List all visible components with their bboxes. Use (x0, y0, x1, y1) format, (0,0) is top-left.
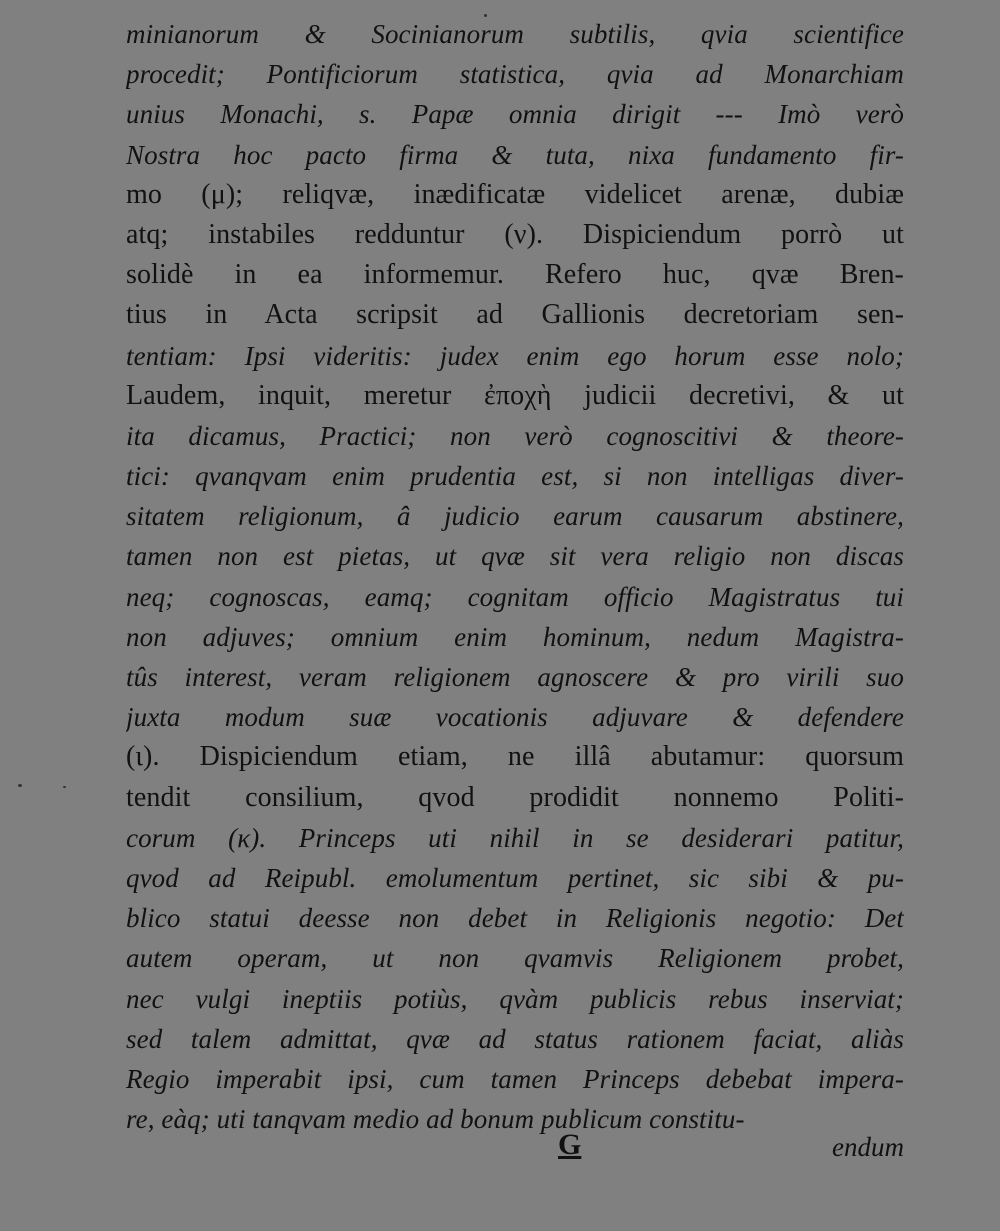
text-line-20: tendit consilium, qvod prodidit nonnemo Politi- (126, 781, 904, 813)
text-line-8: tius in Acta scripsit ad Gallionis decretoriam sen- (126, 299, 904, 331)
text-line-28: re, eàq; uti tanqvam medio ad bonum publicum constitu- (126, 1104, 745, 1135)
text-line-27: Regio imperabit ipsi, cum tamen Princeps debebat impera- (126, 1063, 904, 1094)
catchword: endum (832, 1132, 904, 1162)
text-line-25: nec vulgi ineptiis potiùs, qvàm publicis rebus inserviat; (126, 983, 904, 1014)
page-footer (126, 1128, 904, 1172)
text-line-26: sed talem admittat, qvæ ad status rationem faciat, aliàs (126, 1023, 904, 1054)
text-line-9: tentiam: Ipsi videritis: judex enim ego horum esse nolo; (126, 340, 904, 371)
text-line-18: juxta modum suæ vocationis adjuvare & defendere (126, 702, 904, 733)
text-line-14: tamen non est pietas, ut qvæ sit vera religio non discas (126, 541, 904, 572)
text-line-24: autem operam, ut non qvamvis Religionem probet, (126, 943, 904, 974)
text-line-19: (ι). Dispiciendum etiam, ne illâ abutamur: quorsum (126, 741, 904, 773)
text-line-21: corum (κ). Princeps uti nihil in se desiderari patitur, (126, 822, 904, 853)
text-line-2: procedit; Pontificiorum statistica, qvia ad Monarchiam (126, 59, 904, 90)
text-line-23: blico statui deesse non debet in Religionis negotio: Det (126, 903, 904, 934)
text-line-22: qvod ad Reipubl. emolumentum pertinet, sic sibi & pu- (126, 862, 904, 893)
text-line-15: neq; cognoscas, eamq; cognitam officio Magistratus tui (126, 581, 904, 612)
text-line-5: mo (μ); reliqvæ, inædificatæ videlicet arenæ, dubiæ (126, 178, 904, 210)
print-speck (18, 784, 22, 787)
text-line-7: solidè in ea informemur. Refero huc, qvæ Bren- (126, 259, 904, 291)
body-text (126, 14, 904, 1139)
print-speck (484, 14, 487, 17)
print-speck (63, 786, 66, 788)
text-line-6: atq; instabiles redduntur (ν). Dispiciendum porrò ut (126, 218, 904, 250)
text-line-10: Laudem, inquit, meretur ἐποχὴ judicii decretivi, & ut (126, 379, 904, 411)
text-line-1: minianorum & Socinianorum subtilis, qvia scientifice (126, 19, 904, 49)
text-line-17: tûs interest, veram religionem agnoscere & pro virili suo (126, 662, 904, 692)
text-line-13: sitatem religionum, â judicio earum causarum abstinere, (126, 501, 904, 532)
text-line-16: non adjuves; omnium enim hominum, nedum Magistra- (126, 621, 904, 652)
text-line-12: tici: qvanqvam enim prudentia est, si non intelligas diver- (126, 461, 904, 492)
signature-mark: G (558, 1128, 582, 1161)
text-line-4: Nostra hoc pacto firma & tuta, nixa fundamento fir- (126, 139, 904, 170)
text-line-11: ita dicamus, Practici; non verò cognoscitivi & theore- (126, 420, 904, 451)
text-line-3: unius Monachi, s. Papæ omnia dirigit --- Imò verò (126, 99, 904, 130)
